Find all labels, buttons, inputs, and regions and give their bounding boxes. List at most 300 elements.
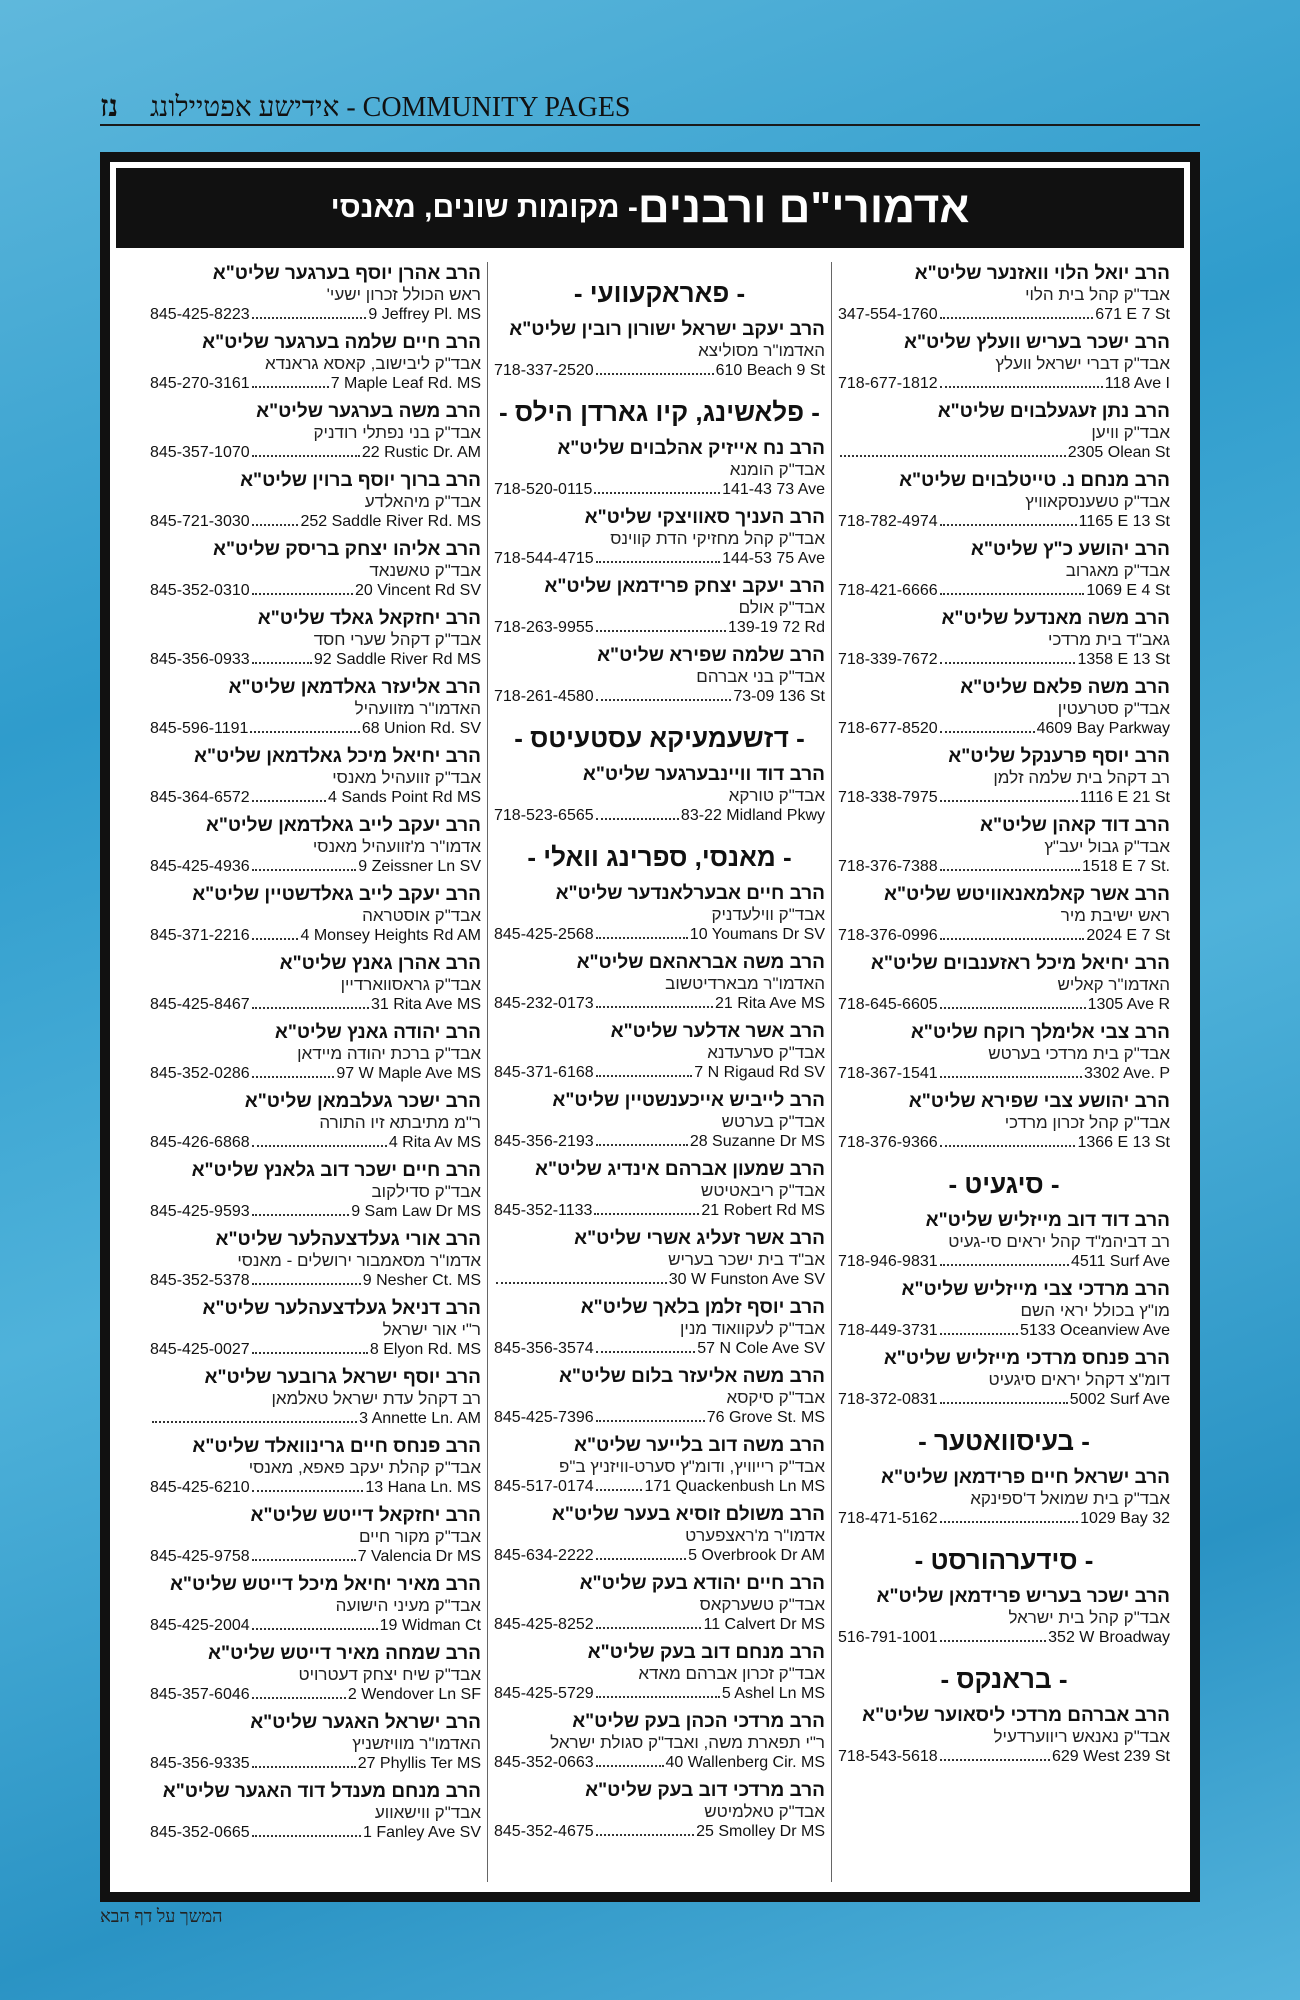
rabbi-title: אבד"ק בני אברהם [696,667,825,686]
rabbi-title: אבד"ק קהל מחזיקי הדת קווינס [610,529,825,548]
rabbi-title: אבד"ק בני נפתלי רודניק [313,423,481,442]
street-address: 92 Saddle River Rd MS [313,651,481,668]
leader-dots [596,937,688,939]
leader-dots [940,1264,1069,1266]
street-address: 252 Saddle River Rd. MS [300,513,481,530]
phone-number[interactable]: 718-677-8520 [838,720,938,737]
contact-line [494,1132,825,1152]
section-heading: - פלאשינג, קיו גארדן הילס - [499,397,820,427]
rabbi-title: אבד"ק מעיני הישועה [335,1596,481,1615]
rabbi-title: אבד"ק נאנאש ריווערדעיל [993,1727,1170,1746]
directory-entry [150,1504,481,1567]
banner [116,168,1184,248]
phone-number[interactable]: 845-270-3161 [150,375,250,392]
rabbi-name: הרב דוד וויינבערגער שליט"א [582,764,825,785]
directory-entry [838,745,1170,808]
continued-note: המשך על דף הבא [100,1906,223,1926]
phone-number[interactable]: 718-645-6605 [838,996,938,1013]
rabbi-title: ר"מ מתיבתא זיו התורה [319,1113,481,1132]
directory-entry [838,676,1170,739]
leader-dots [250,731,359,733]
rabbi-title: ר"י אור ישראל [382,1320,481,1339]
street-address: 118 Ave I [1104,375,1170,392]
page-number: נז [100,90,119,123]
phone-number[interactable]: 718-338-7975 [838,789,938,806]
street-address: 1518 E 7 St. [1081,858,1170,875]
leader-dots [596,1834,694,1836]
street-address: 7 N Rigaud Rd SV [694,1064,825,1081]
street-address: 76 Grove St. MS [706,1409,825,1426]
phone-number[interactable]: 845-356-2193 [494,1133,594,1150]
leader-dots [596,1075,693,1077]
contact-line [150,305,481,325]
street-address: 5 Ashel Ln MS [721,1685,825,1702]
directory-entry [150,400,481,463]
phone-number[interactable]: 718-520-0115 [494,481,593,498]
rabbi-title: אדמו"ר מ'ראצפערט [685,1526,825,1545]
street-address: 2305 Olean St [1067,444,1170,461]
phone-number[interactable]: 845-517-0174 [494,1478,594,1495]
phone-number[interactable]: 845-425-6210 [150,1479,250,1496]
rabbi-name: הרב משה מאנדעל שליט"א [941,608,1170,629]
phone-number[interactable]: 347-554-1760 [838,306,938,323]
street-address: 141-43 73 Ave [722,481,825,498]
contact-line [838,374,1170,394]
phone-number[interactable]: 845-356-3574 [494,1340,594,1357]
rabbi-title: אבד"ק סערעדנא [707,1043,825,1062]
phone-number[interactable]: 718-523-6565 [494,807,594,824]
rabbi-title: רב דקהל עדת ישראל טאלמאן [271,1389,481,1408]
leader-dots [596,561,720,563]
directory-columns [124,262,1176,1882]
contact-line [838,1133,1170,1153]
phone-number[interactable]: 718-376-0996 [838,927,938,944]
phone-number[interactable]: 845-425-8467 [150,996,250,1013]
phone-number[interactable]: 845-352-5378 [150,1272,250,1289]
rabbi-name: הרב אברהם מרדכי ליסאוער שליט"א [862,1705,1170,1726]
phone-number[interactable]: 845-425-9593 [150,1203,250,1220]
phone-number[interactable]: 718-376-7388 [838,858,938,875]
leader-dots [252,1007,369,1009]
phone-number[interactable]: 845-596-1191 [150,720,249,737]
leader-dots [940,1402,1068,1404]
street-address: 31 Rita Ave MS [371,996,481,1013]
directory-column [832,262,1176,1882]
rabbi-name: הרב העניך סאוויצקי שליט"א [584,507,825,528]
rabbi-name: הרב ישכר בעריש פרידמאן שליט"א [876,1586,1170,1607]
rabbi-title: אבד"ק ווילעדניק [711,905,825,924]
leader-dots [596,699,732,701]
rabbi-title: אבד"ק שיח יצחק דעטרויט [298,1665,481,1684]
phone-number[interactable]: 845-364-6572 [150,789,250,806]
phone-number[interactable]: 718-677-1812 [838,375,938,392]
phone-number[interactable]: 845-232-0173 [494,995,594,1012]
directory-entry [494,763,825,826]
rabbi-title: האדמו"ר מסוליצא [698,341,825,360]
rabbi-name: הרב שמעון אברהם אינדיג שליט"א [535,1159,825,1180]
contact-line [494,618,825,638]
rabbi-title: אבד"ק לעקוואוד מנין [679,1319,825,1338]
rabbi-title: ר"י תפארת משה, ואבד"ק סגולת ישראל [550,1733,825,1752]
rabbi-title: אבד"ק טשערקאס [699,1595,825,1614]
contact-line [494,1546,825,1566]
rabbi-name: הרב יחיאל מיכל ראזענבוים שליט"א [870,953,1170,974]
contact-line [494,1408,825,1428]
contact-line [150,1340,481,1360]
directory-entry [838,1347,1170,1410]
leader-dots [252,662,312,664]
street-address: 139-19 72 Rd [728,619,825,636]
phone-number[interactable]: 718-261-4580 [494,688,594,705]
rabbi-name: הרב חיים שלמה בערגער שליט"א [202,332,481,353]
leader-dots [840,455,1066,457]
street-address: 22 Rustic Dr. AM [361,444,481,461]
phone-number[interactable]: 845-425-0027 [150,1341,250,1358]
contact-line [150,995,481,1015]
phone-number[interactable]: 718-946-9831 [838,1253,938,1270]
contact-line [494,925,825,945]
leader-dots [594,492,720,494]
rabbi-title: אבד"ק טורקא [728,786,825,805]
leader-dots [940,938,1085,940]
rabbi-title: אבד"ק רייוויץ, ודומ"ץ סערט-וויזניץ ב"פ [559,1457,825,1476]
directory-entry [838,1209,1170,1272]
directory-entry [838,331,1170,394]
street-address: 1366 E 13 St [1077,1134,1170,1151]
phone-number[interactable]: 845-352-1133 [494,1202,593,1219]
phone-number[interactable]: 845-425-5729 [494,1685,594,1702]
phone-number[interactable]: 845-425-4936 [150,858,250,875]
rabbi-name: הרב דוד קאהן שליט"א [980,815,1170,836]
rabbi-title: רב דקהל בית שלמה זלמן [993,768,1170,787]
street-address: 83-22 Midland Pkwy [680,807,825,824]
leader-dots [252,455,360,457]
contact-line [150,1685,481,1705]
rabbi-title: אבד"ק טשענסקאוויץ [1025,492,1170,511]
directory-entry [494,437,825,500]
street-address: 3 Annette Ln. AM [359,1410,481,1427]
rabbi-name: הרב ישראל חיים פרידמאן שליט"א [881,1467,1170,1488]
phone-number[interactable]: 845-357-6046 [150,1686,250,1703]
rabbi-title: אבד"ק ריבאטיטש [700,1181,825,1200]
directory-entry [838,1021,1170,1084]
street-address: 4 Monsey Heights Rd AM [300,927,481,944]
directory-entry [150,814,481,877]
contact-line [494,1201,825,1221]
phone-number[interactable]: 845-357-1070 [150,444,250,461]
contact-line [494,1339,825,1359]
phone-number[interactable]: 718-263-9955 [494,619,594,636]
leader-dots [940,800,1078,802]
section-heading: - סיגעיט - [948,1169,1060,1199]
rabbi-name: הרב אליעזר גאלדמאן שליט"א [228,677,481,698]
section-heading: - פאראקעוועי - [573,278,746,308]
directory-entry [838,814,1170,877]
phone-number[interactable]: 845-721-3030 [150,513,250,530]
street-address: 13 Hana Ln. MS [365,1479,481,1496]
street-address: 9 Jeffrey Pl. MS [368,306,481,323]
directory-entry [494,644,825,707]
rabbi-name: הרב אורי געלדצעהלער שליט"א [215,1229,481,1250]
phone-number[interactable]: 718-339-7672 [838,651,938,668]
rabbi-name: הרב יוסף ישראל גרובער שליט"א [204,1367,481,1388]
street-address: 671 E 7 St [1095,306,1170,323]
directory-entry [838,1585,1170,1648]
rabbi-title: האדמו"ר מזוועהיל [354,699,481,718]
phone-number[interactable]: 845-634-2222 [494,1547,594,1564]
rabbi-title: אבד"ק בית שמואל ד'ספינקא [970,1489,1170,1508]
leader-dots [940,1521,1079,1523]
rabbi-name: הרב פנחס מרדכי מייזליש שליט"א [883,1348,1170,1369]
street-address: 1116 E 21 St [1079,789,1170,806]
rabbi-title: אדמו"ר מ'זוועהיל מאנסי [312,837,481,856]
street-address: 10 Youmans Dr SV [689,926,825,943]
phone-number[interactable]: 718-544-4715 [494,550,594,567]
rabbi-title: אבד"ק טאשנאד [369,561,481,580]
directory-frame [100,152,1200,1902]
phone-number[interactable]: 845-426-6868 [150,1134,250,1151]
page-title: אידישע אפטיילונג - COMMUNITY PAGES [150,92,631,123]
contact-line [494,1477,825,1497]
street-address: 5 Overbrook Dr AM [688,1547,825,1564]
leader-dots [252,1490,364,1492]
phone-number[interactable]: 718-421-6666 [838,582,938,599]
street-address: 7 Maple Leaf Rd. MS [330,375,481,392]
rabbi-title: מו"ץ בכולל יראי השם [1020,1301,1170,1320]
contact-line [150,857,481,877]
street-address: 27 Phyllis Ter MS [357,1755,481,1772]
phone-number[interactable]: 845-425-8252 [494,1616,594,1633]
leader-dots [940,1076,1082,1078]
directory-entry [494,1572,825,1635]
directory-entry [494,1227,825,1290]
contact-line [838,719,1170,739]
rabbi-name: הרב יחזקאל דייטש שליט"א [250,1505,481,1526]
rabbi-title: אבד"ק גראסווארדיין [340,975,481,994]
phone-number[interactable]: 845-352-0286 [150,1065,250,1082]
leader-dots [940,731,1035,733]
street-address: 9 Nesher Ct. MS [362,1272,481,1289]
directory-entry [494,951,825,1014]
leader-dots [496,1282,667,1284]
street-address: 144-53 75 Ave [722,550,825,567]
directory-entry [150,1642,481,1705]
leader-dots [252,524,299,526]
contact-line [494,1753,825,1773]
street-address: 20 Vincent Rd SV [354,582,481,599]
contact-line [494,361,825,381]
street-address: 8 Elyon Rd. MS [369,1341,481,1358]
rabbi-title: אבד"ק בערטש [721,1112,825,1131]
directory-entry [150,469,481,532]
rabbi-name: הרב מנחם נ. טייטלבוים שליט"א [899,470,1170,491]
phone-number[interactable]: 845-371-2216 [150,927,250,944]
phone-number[interactable]: 845-352-0310 [150,582,250,599]
contact-line [150,788,481,808]
contact-line [494,994,825,1014]
section-heading: - דזשעמעיקא עסטעיטס - [514,723,805,753]
phone-number[interactable]: 718-782-4974 [838,513,938,530]
phone-number[interactable]: 718-449-3731 [838,1322,938,1339]
section-heading: - בראנקס - [940,1664,1068,1694]
street-address: 610 Beach 9 St [715,362,825,379]
rabbi-name: הרב ברוך יוסף ברוין שליט"א [240,470,481,491]
street-address: 2 Wendover Ln SF [347,1686,481,1703]
rabbi-name: הרב מרדכי הכהן בעק שליט"א [572,1711,825,1732]
rabbi-name: הרב אשר קאלמאנאוויטש שליט"א [884,884,1170,905]
directory-entry [150,1159,481,1222]
rabbi-name: הרב ישכר בעריש וועלץ שליט"א [904,332,1170,353]
street-address: 97 W Maple Ave MS [336,1065,481,1082]
directory-entry [150,538,481,601]
street-address: 11 Calvert Dr MS [703,1616,825,1633]
rabbi-title: אבד"ק גבול יעב"ץ [1044,837,1170,856]
rabbi-title: אבד"ק מיהאלדע [364,492,481,511]
phone-number[interactable]: 718-367-1541 [838,1065,938,1082]
contact-line [150,719,481,739]
contact-line [494,1615,825,1635]
section-heading: - בעיסוואטער - [918,1426,1090,1456]
leader-dots [252,1835,361,1837]
phone-number[interactable]: 845-425-9758 [150,1548,250,1565]
leader-dots [940,1640,1047,1642]
rabbi-title: רב דביהמ"ד קהל יראים סי-געיט [948,1232,1170,1251]
rabbi-title: אבד"ק ברכת יהודה מיידאן [297,1044,481,1063]
leader-dots [252,593,353,595]
directory-entry [494,506,825,569]
directory-entry [494,1434,825,1497]
street-address: 629 West 239 St [1052,1748,1170,1765]
phone-number[interactable]: 845-352-0663 [494,1754,594,1771]
phone-number[interactable]: 718-376-9366 [838,1134,938,1151]
section-heading: - מאנסי, ספרינג וואלי - [527,842,792,872]
street-address: 19 Widman Ct [379,1617,481,1634]
rabbi-name: הרב דוד דוב מייזליש שליט"א [925,1210,1170,1231]
directory-entry [838,1704,1170,1767]
leader-dots [252,1628,378,1630]
leader-dots [252,1076,335,1078]
leader-dots [594,1213,699,1215]
leader-dots [940,1007,1086,1009]
directory-panel [108,160,1192,1894]
rabbi-name: הרב משה אליעזר בלום שליט"א [558,1366,825,1387]
rabbi-title: אבד"ק סטרעטין [1057,699,1170,718]
contact-line [150,926,481,946]
directory-entry [494,1641,825,1704]
rabbi-name: הרב אליהו יצחק בריסק שליט"א [213,539,481,560]
contact-line [150,1409,481,1429]
rabbi-title: ראש ישיבת מיר [1060,906,1170,925]
rabbi-title: אבד"ק מאגרוב [1065,561,1170,580]
contact-line [494,687,825,707]
directory-entry [150,952,481,1015]
directory-entry [494,1020,825,1083]
contact-line [150,1271,481,1291]
phone-number[interactable]: 718-543-5618 [838,1748,938,1765]
street-address: 1029 Bay 32 [1080,1510,1170,1527]
street-address: 1358 E 13 St [1077,651,1170,668]
rabbi-title: גאב"ד בית מרדכי [1048,630,1170,649]
rabbi-name: הרב חיים יהודא בעק שליט"א [579,1573,825,1594]
phone-number[interactable]: 845-425-2004 [150,1617,250,1634]
contact-line [494,806,825,826]
contact-line [150,1202,481,1222]
rabbi-name: הרב משה דוב בלייער שליט"א [574,1435,825,1456]
leader-dots [940,524,1077,526]
directory-entry [838,262,1170,325]
street-address: 1165 E 13 St [1078,513,1170,530]
street-address: 4 Sands Point Rd MS [328,789,481,806]
phone-number[interactable]: 845-425-7396 [494,1409,594,1426]
leader-dots [596,1351,696,1353]
phone-number[interactable]: 516-791-1001 [838,1629,938,1646]
phone-number[interactable]: 845-356-0933 [150,651,250,668]
directory-entry [494,1710,825,1773]
rabbi-name: הרב יעקב יצחק פרידמאן שליט"א [544,576,825,597]
street-address: 3302 Ave. P [1084,1065,1170,1082]
leader-dots [596,1144,688,1146]
contact-line [838,926,1170,946]
rabbi-name: הרב יחזקאל גאלד שליט"א [257,608,481,629]
contact-line [838,305,1170,325]
phone-number[interactable]: 845-352-4675 [494,1823,594,1840]
contact-line [838,1252,1170,1272]
leader-dots [252,386,329,388]
rabbi-title: האדמו"ר קאליש [1057,975,1170,994]
phone-number[interactable]: 845-356-9335 [150,1755,250,1772]
contact-line [494,549,825,569]
rabbi-title: אבד"ק סיקסא [726,1388,825,1407]
phone-number[interactable]: 718-337-2520 [494,362,594,379]
rabbi-name: הרב נתן זעגעלבוים שליט"א [937,401,1170,422]
contact-line [150,443,481,463]
leader-dots [252,1145,387,1147]
phone-number[interactable]: 845-352-0665 [150,1824,250,1841]
rabbi-name: הרב אהרן יוסף בערגער שליט"א [212,263,481,284]
leader-dots [252,800,326,802]
contact-line [838,1747,1170,1767]
rabbi-name: הרב מנחם דוב בעק שליט"א [587,1642,825,1663]
contact-line [150,1064,481,1084]
rabbi-name: הרב משה פלאם שליט"א [960,677,1170,698]
directory-entry [150,1366,481,1429]
directory-entry [150,1780,481,1843]
rabbi-name: הרב ישכר געלבמאן שליט"א [244,1091,481,1112]
directory-entry [838,538,1170,601]
leader-dots [252,1283,361,1285]
phone-number[interactable]: 845-425-8223 [150,306,250,323]
phone-number[interactable]: 845-371-6168 [494,1064,594,1081]
leader-dots [940,386,1103,388]
leader-dots [152,1421,357,1423]
rabbi-title: אבד"ק ליבישוב, קאסא גראנדא [264,354,481,373]
rabbi-title: דומ"צ דקהל יראים סיגעיט [988,1370,1170,1389]
directory-entry [150,1435,481,1498]
contact-line [494,480,825,500]
street-address: 9 Zeissner Ln SV [358,858,481,875]
contact-line [838,443,1170,463]
leader-dots [940,317,1094,319]
phone-number[interactable]: 718-372-0831 [838,1391,938,1408]
rabbi-name: הרב יהושע צבי שפירא שליט"א [908,1091,1170,1112]
phone-number[interactable]: 718-471-5162 [838,1510,938,1527]
leader-dots [596,1765,664,1767]
street-address: 352 W Broadway [1048,1629,1170,1646]
phone-number[interactable]: 845-425-2568 [494,926,594,943]
leader-dots [596,1489,643,1491]
leader-dots [596,373,714,375]
rabbi-name: הרב יהושע כ"ץ שליט"א [970,539,1170,560]
